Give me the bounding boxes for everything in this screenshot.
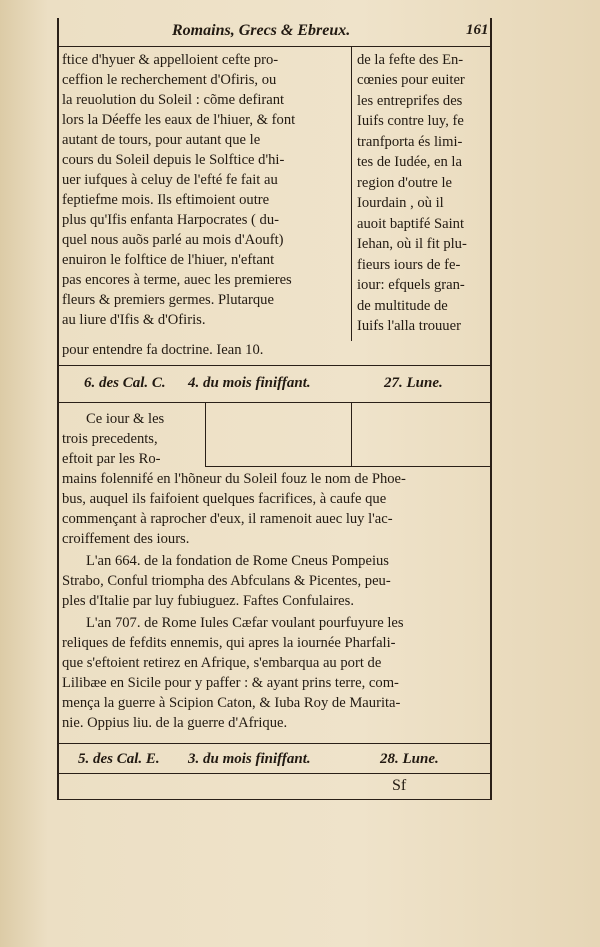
rule-below-calendar-1 — [57, 402, 492, 403]
text-line: autant de tours, pour autant que le — [62, 132, 261, 148]
right-border-rule — [490, 18, 492, 800]
text-line: Ce iour & les — [86, 411, 165, 427]
day-count: 3. du mois finiffant. — [188, 751, 311, 767]
text-line: quel nous auõs parlé au mois d'Aouft) — [62, 232, 284, 248]
text-line: ceffion le recherchement d'Ofiris, ou — [62, 72, 277, 88]
moon-day: 27. Lune. — [384, 375, 443, 391]
text-line: plus qu'Ifis enfanta Harpocrates ( du- — [62, 212, 279, 228]
day-count: 4. du mois finiffant. — [188, 375, 311, 391]
text-line: uer iufques à celuy de l'efté fe fait au — [62, 172, 278, 188]
signature-mark: Sf — [392, 777, 407, 794]
side-line: de multitude de — [357, 298, 448, 314]
text-line: bus, auquel ils faifoient quelques facrifices, à caufe que — [62, 491, 387, 507]
roman-date: 5. des Cal. E. — [78, 751, 160, 767]
text-line: enuiron le folftice de l'hiuer, n'eftant — [62, 252, 275, 268]
text-line: eftoit par les Ro- — [62, 451, 161, 467]
text-line: L'an 707. de Rome Iules Cæfar voulant pourfuyure les — [86, 615, 404, 631]
side-line: Iourdain , où il — [357, 195, 444, 211]
top-rule — [57, 46, 492, 47]
small-table-divider-2 — [351, 402, 352, 466]
text-line: pas encores à terme, auec les premieres — [62, 272, 292, 288]
small-table-divider-1 — [205, 402, 206, 466]
roman-date: 6. des Cal. C. — [84, 375, 166, 391]
side-line: fieurs iours de fe- — [357, 257, 461, 273]
left-border-rule — [57, 18, 59, 800]
bottom-rule — [57, 799, 492, 800]
text-line: L'an 664. de la fondation de Rome Cneus Pompeius — [86, 553, 389, 569]
rule-after-continuation — [57, 365, 492, 366]
text-line: ples d'Italie par luy fubiuguez. Faftes Confulaires. — [62, 593, 354, 609]
text-line: mains folennifé en l'hõneur du Soleil fouz le nom de Phoe- — [62, 471, 406, 487]
side-line: tes de Iudée, en la — [357, 154, 462, 170]
side-line: auoit baptifé Saint — [357, 216, 464, 232]
side-line: iour: efquels gran- — [357, 277, 465, 293]
side-line: Iuifs contre luy, fe — [357, 113, 464, 129]
text-line: ftice d'hyuer & appelloient cefte pro- — [62, 52, 279, 68]
text-line: au liure d'Ifis & d'Ofiris. — [62, 312, 206, 328]
side-line: Iuifs l'alla trouuer — [357, 318, 461, 334]
continuation-line: pour entendre fa doctrine. Iean 10. — [62, 342, 264, 358]
text-line: croiffement des iours. — [62, 531, 190, 547]
text-line: mença la guerre à Scipion Caton, & Iuba Roy de Maurita- — [62, 695, 401, 711]
text-line: commençant à raprocher d'eux, il ramenoit auec luy l'ac- — [62, 511, 393, 527]
text-line: Lilibæe en Sicile pour y paffer : & ayant prins terre, com- — [62, 675, 399, 691]
page-number: 161 — [466, 22, 489, 38]
text-line: lors la Déeffe les eaux de l'hiuer, & font — [62, 112, 296, 128]
text-line: reliques de fefdits ennemis, qui apres la iournée Pharfali- — [62, 635, 396, 651]
side-line: de la fefte des En- — [357, 52, 464, 68]
side-line: les entreprifes des — [357, 93, 463, 109]
text-line: trois precedents, — [62, 431, 158, 447]
rule-small-table-bottom — [205, 466, 492, 467]
side-line: cœnies pour euiter — [357, 72, 465, 88]
text-line: nie. Oppius liu. de la guerre d'Afrique. — [62, 715, 288, 731]
moon-day: 28. Lune. — [380, 751, 439, 767]
running-head: Romains, Grecs & Ebreux. — [172, 22, 351, 39]
text-line: fleurs & premiers germes. Plutarque — [62, 292, 274, 308]
text-line: la reuolution du Soleil : cõme defirant — [62, 92, 285, 108]
text-line: que s'eftoient retirez en Afrique, s'embarqua au port de — [62, 655, 382, 671]
rule-below-calendar-2 — [57, 773, 492, 774]
text-line: Strabo, Conful triompha des Abfculans & Picentes, peu- — [62, 573, 391, 589]
side-line: region d'outre le — [357, 175, 453, 191]
text-line: cours du Soleil depuis le Solftice d'hi- — [62, 152, 285, 168]
side-line: tranfporta és limi- — [357, 134, 463, 150]
upper-column-divider — [351, 46, 352, 341]
text-line: feptiefme mois. Ils eftimoient outre — [62, 192, 270, 208]
side-line: Iehan, où il fit plu- — [357, 236, 467, 252]
rule-above-calendar-2 — [57, 743, 492, 744]
